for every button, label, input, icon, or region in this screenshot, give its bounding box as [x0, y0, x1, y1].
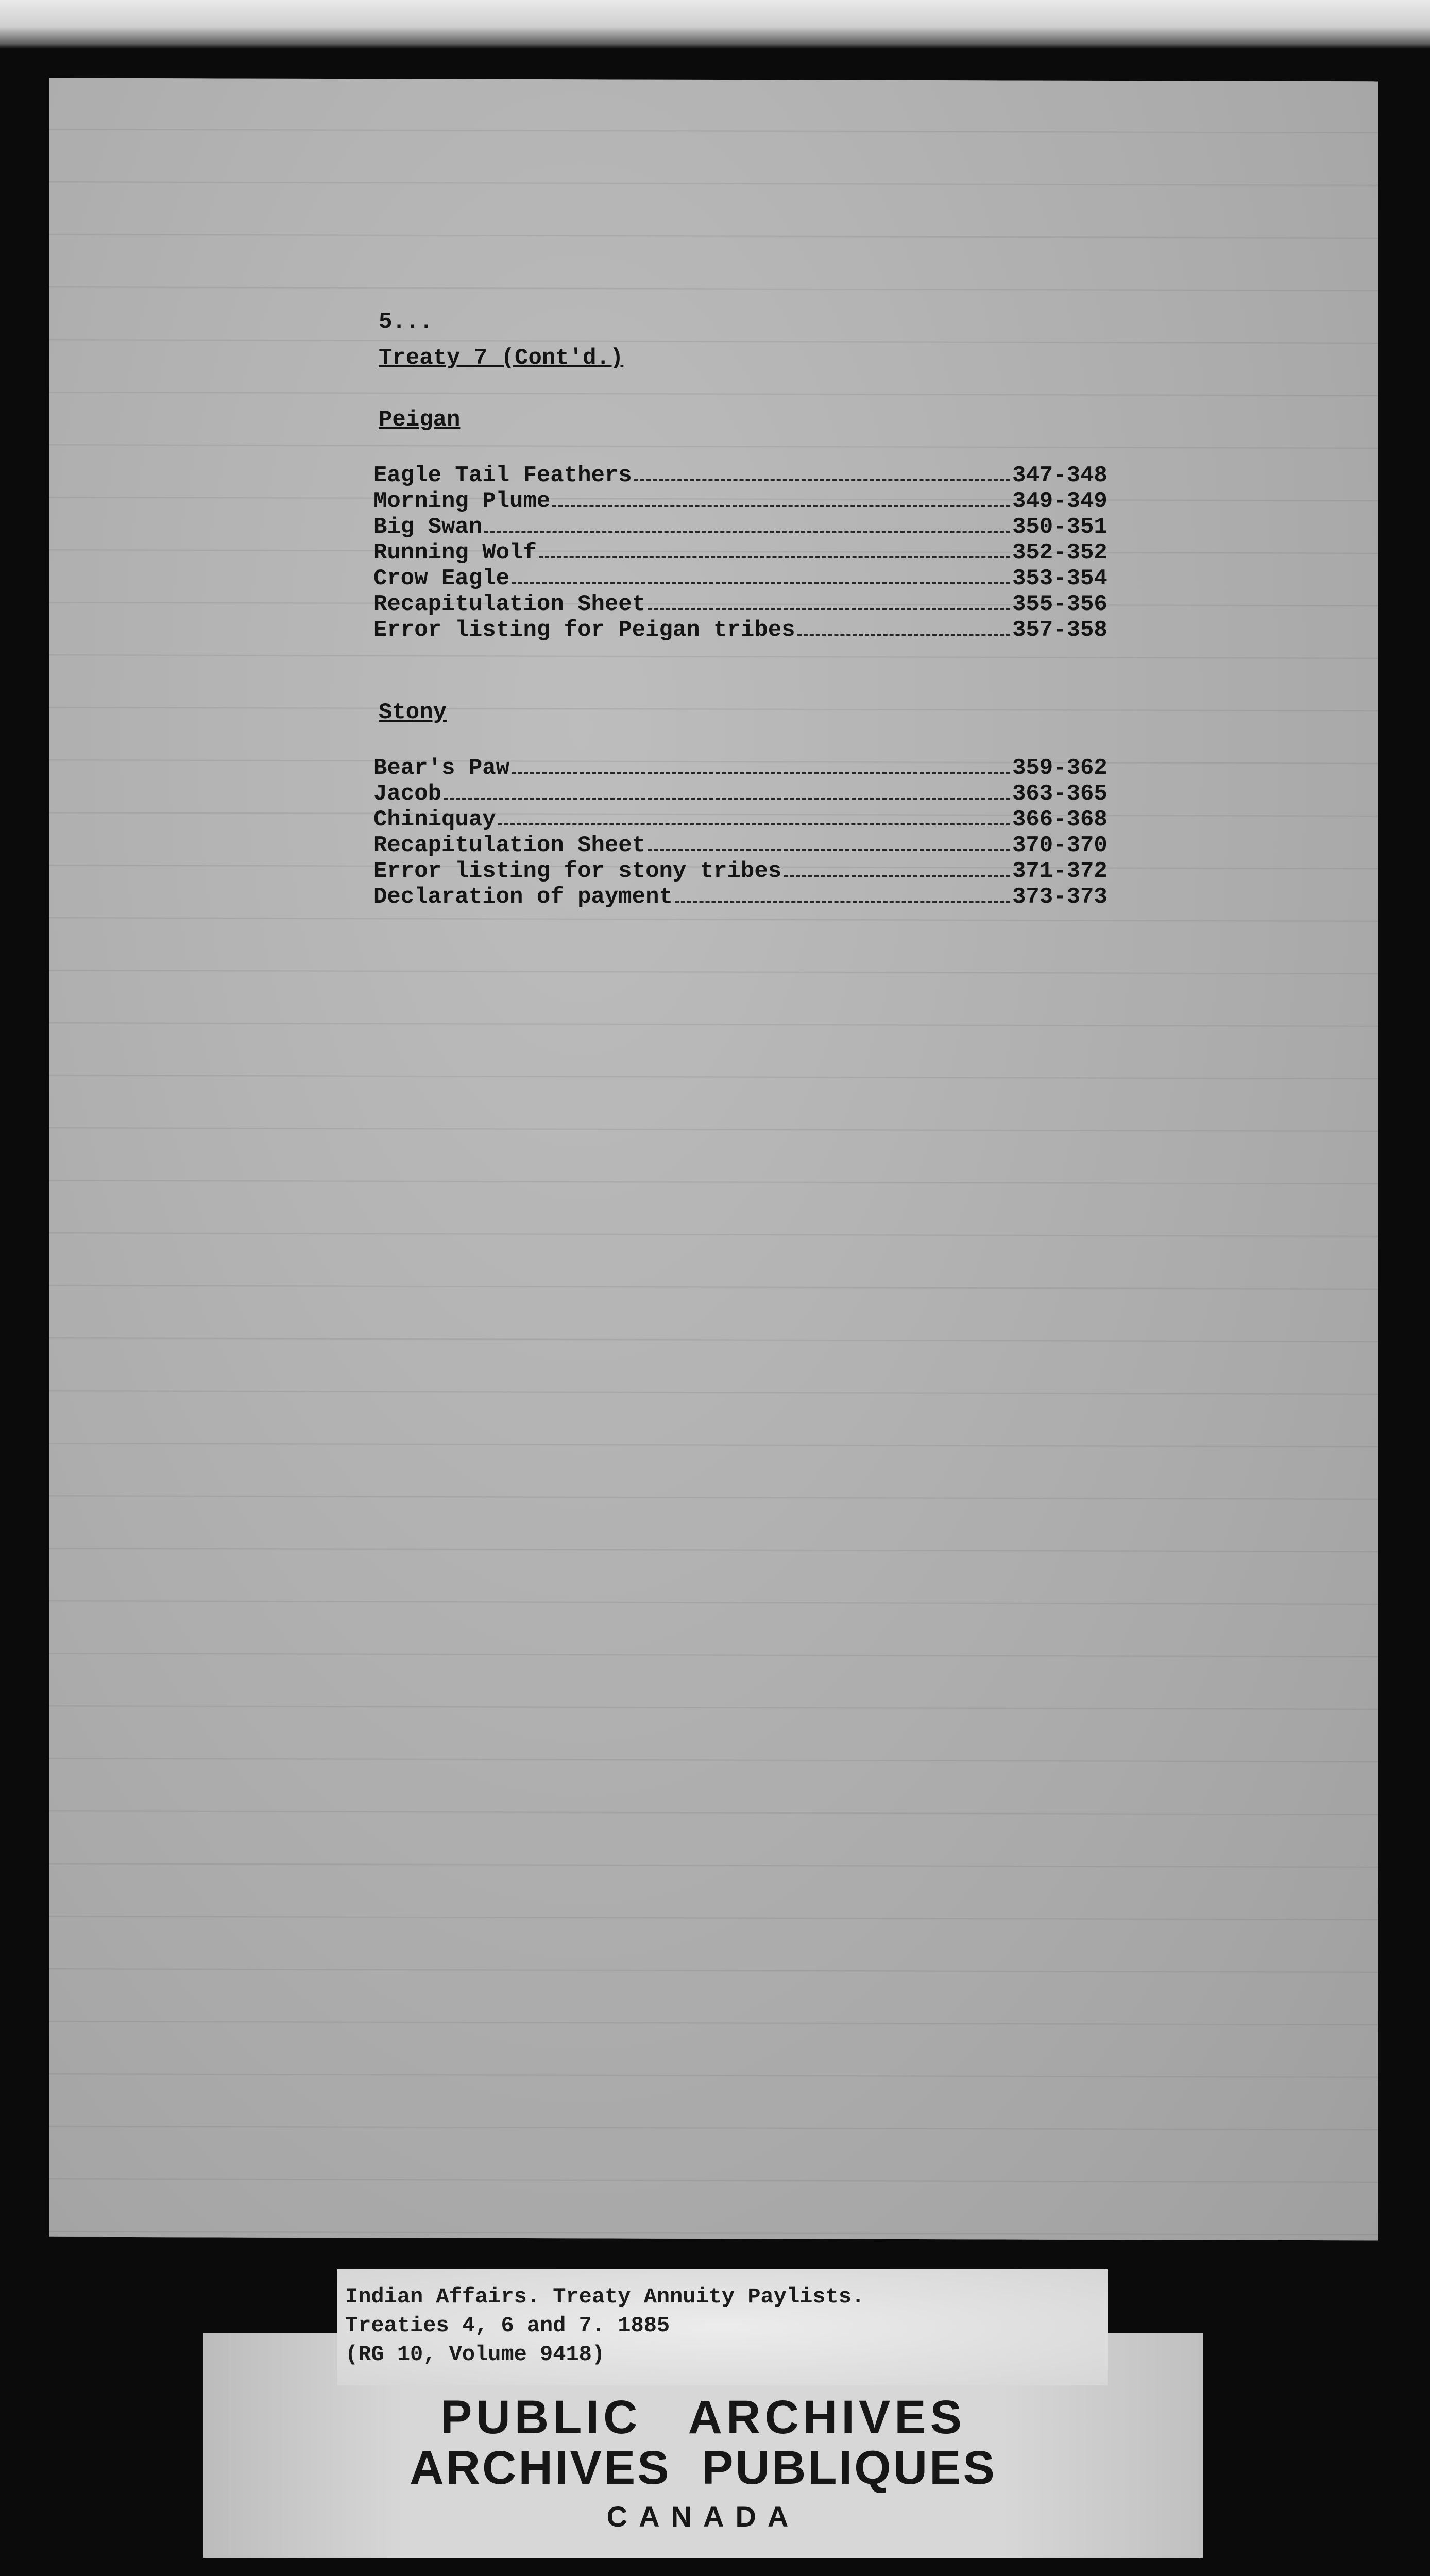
entry-range: 359-362: [1012, 755, 1108, 781]
entry-name: Chiniquay: [373, 807, 496, 833]
entry-name: Morning Plume: [373, 488, 551, 514]
page-number: 5...: [379, 309, 433, 335]
list-item: [373, 488, 1126, 514]
archives-title-english: PUBLIC ARCHIVES: [440, 2391, 966, 2444]
citation-text: [345, 2282, 864, 2369]
entry-list: [373, 755, 1198, 910]
entry-name: Error listing for Peigan tribes: [373, 617, 795, 643]
entry-range: 352-352: [1012, 540, 1108, 566]
entry-range: 355-356: [1012, 591, 1108, 617]
entry-range: 370-370: [1012, 833, 1108, 858]
section-title: Peigan: [379, 407, 461, 433]
entry-name: Big Swan: [373, 514, 483, 540]
leader-dashes: [512, 582, 1010, 584]
citation-line: (RG 10, Volume 9418): [345, 2342, 605, 2367]
entry-range: 371-372: [1012, 858, 1108, 884]
leader-dashes: [539, 556, 1010, 558]
list-item: [373, 591, 1126, 617]
list-item: [373, 463, 1126, 488]
entry-name: Eagle Tail Feathers: [373, 463, 632, 488]
leader-dashes: [784, 875, 1010, 877]
list-item: [373, 858, 1126, 884]
entry-name: Declaration of payment: [373, 884, 673, 910]
leader-dashes: [648, 849, 1010, 851]
section-peigan: [373, 407, 1198, 643]
film-border-top: [0, 0, 1430, 49]
list-item: [373, 807, 1126, 833]
entry-name: Running Wolf: [373, 540, 537, 566]
document-content: [373, 309, 1198, 967]
entry-range: 350-351: [1012, 514, 1108, 540]
citation-line: Indian Affairs. Treaty Annuity Paylists.: [345, 2284, 865, 2309]
entry-name: Jacob: [373, 781, 442, 807]
entry-list: [373, 463, 1198, 643]
entry-name: Error listing for stony tribes: [373, 858, 782, 884]
entry-name: Recapitulation Sheet: [373, 591, 646, 617]
citation-line: Treaties 4, 6 and 7. 1885: [345, 2313, 670, 2338]
entry-name: Recapitulation Sheet: [373, 833, 646, 858]
leader-dashes: [552, 505, 1010, 507]
entry-range: 366-368: [1012, 807, 1108, 833]
entry-name: Crow Eagle: [373, 566, 510, 591]
leader-dashes: [498, 823, 1010, 825]
list-item: [373, 540, 1126, 566]
leader-dashes: [797, 634, 1010, 636]
document-heading: Treaty 7 (Cont'd.): [379, 345, 624, 371]
leader-dashes: [648, 608, 1010, 610]
entry-range: 363-365: [1012, 781, 1108, 807]
entry-range: 357-358: [1012, 617, 1108, 643]
list-item: [373, 781, 1126, 807]
entry-range: 373-373: [1012, 884, 1108, 910]
entry-range: 353-354: [1012, 566, 1108, 591]
archives-title-french: ARCHIVES PUBLIQUES: [410, 2442, 997, 2494]
leader-dashes: [675, 901, 1010, 903]
leader-dashes: [484, 531, 1010, 533]
list-item: [373, 755, 1126, 781]
list-item: [373, 884, 1126, 910]
archives-country: CANADA: [606, 2500, 800, 2533]
list-item: [373, 566, 1126, 591]
list-item: [373, 514, 1126, 540]
entry-name: Bear's Paw: [373, 755, 510, 781]
entry-range: 349-349: [1012, 488, 1108, 514]
leader-dashes: [634, 479, 1010, 481]
leader-dashes: [444, 798, 1010, 800]
entry-range: 347-348: [1012, 463, 1108, 488]
section-title: Stony: [379, 700, 447, 725]
section-stony: [373, 700, 1198, 910]
list-item: [373, 617, 1126, 643]
leader-dashes: [512, 772, 1010, 774]
list-item: [373, 833, 1126, 858]
